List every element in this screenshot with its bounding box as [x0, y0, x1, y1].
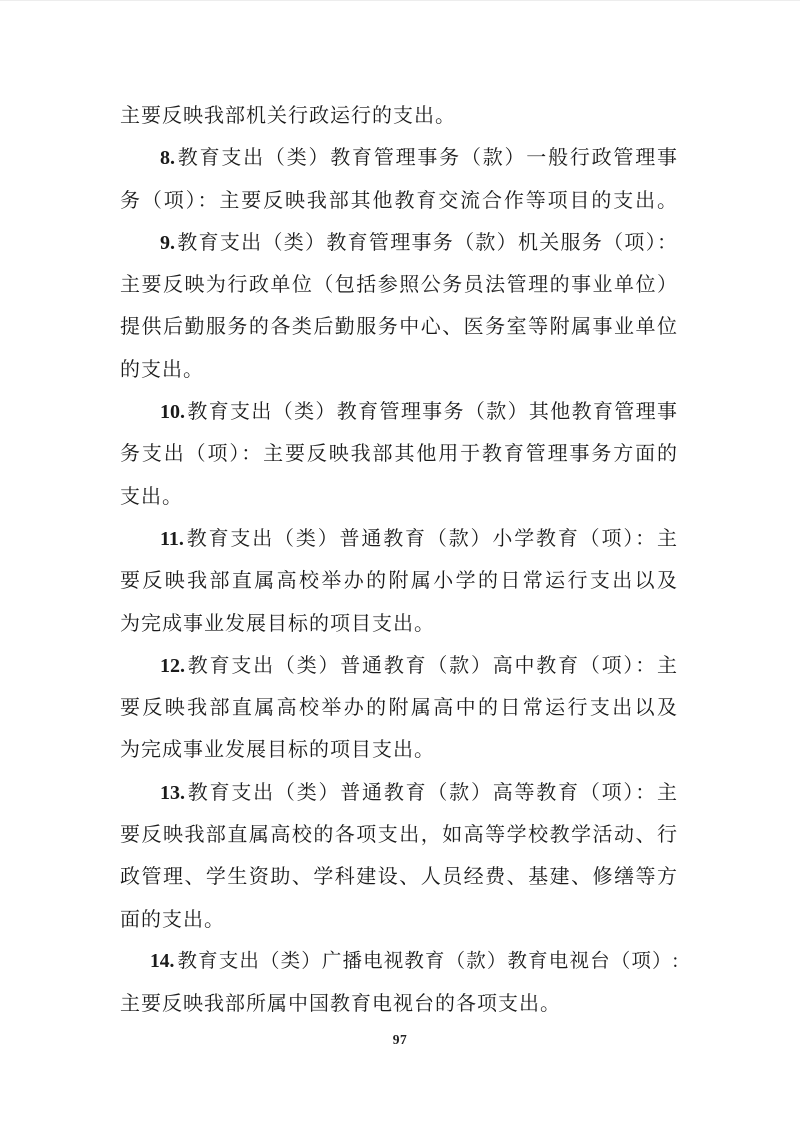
text-line [120, 560, 678, 602]
line-text: 的支出。 [120, 358, 204, 381]
text-line [120, 814, 678, 856]
paragraph-number: 8. [160, 147, 175, 170]
text-line [120, 180, 678, 222]
line-text: 主要反映我部所属中国教育电视台的各项支出。 [120, 993, 561, 1016]
text-line [120, 222, 678, 264]
text-line [120, 941, 678, 983]
text-line [120, 729, 678, 771]
text-line [120, 349, 678, 391]
page-number: 97 [392, 1032, 408, 1047]
line-text: 要反映我部直属高校的各项支出，如高等学校教学活动、行 [120, 824, 678, 847]
line-text: 教育支出（类）普通教育（款）小学教育（项）：主 [185, 527, 678, 550]
text-line [120, 687, 678, 729]
line-text: 主要反映为行政单位（包括参照公务员法管理的事业单位） [120, 274, 678, 297]
paragraph-number: 12. [160, 654, 185, 677]
text-line [120, 95, 678, 137]
line-text: 教育支出（类）普通教育（款）高等教育（项）：主 [187, 781, 678, 804]
line-text: 支出。 [120, 485, 183, 508]
paragraph-number: 10. [160, 401, 185, 424]
paragraph-number: 9. [160, 231, 175, 254]
line-text: 教育支出（类）教育管理事务（款）其他教育管理事 [187, 401, 678, 424]
text-line [120, 433, 678, 475]
line-text: 教育支出（类）教育管理事务（款）机关服务（项）： [177, 231, 678, 254]
line-text: 要反映我部直属高校举办的附属小学的日常运行支出以及 [120, 570, 678, 593]
paragraph-number: 13. [160, 781, 185, 804]
text-line [120, 899, 678, 941]
text-line [120, 476, 678, 518]
line-text: 务支出（项）：主要反映我部其他用于教育管理事务方面的 [120, 443, 678, 466]
line-text: 要反映我部直属高校举办的附属高中的日常运行支出以及 [120, 697, 678, 720]
line-text: 主要反映我部机关行政运行的支出。 [120, 105, 456, 127]
text-line [120, 856, 678, 898]
text-block [120, 95, 678, 1026]
text-line [120, 306, 678, 348]
line-text: 政管理、学生资助、学科建设、人员经费、基建、修缮等方 [120, 866, 678, 889]
line-text: 教育支出（类）教育管理事务（款）一般行政管理事 [177, 147, 678, 170]
text-line [120, 603, 678, 645]
text-line [120, 264, 678, 306]
text-line [120, 983, 678, 1025]
paragraph-number: 11. [160, 527, 184, 550]
line-text: 提供后勤服务的各类后勤服务中心、医务室等附属事业单位 [120, 316, 678, 339]
text-line [120, 772, 678, 814]
text-line [120, 518, 678, 560]
line-text: 为完成事业发展目标的项目支出。 [120, 612, 435, 635]
text-line [120, 391, 678, 433]
text-line [120, 645, 678, 687]
paragraph-number: 14. [150, 950, 175, 972]
line-text: 为完成事业发展目标的项目支出。 [120, 739, 435, 762]
text-line [120, 137, 678, 179]
line-text: 教育支出（类）普通教育（款）高中教育（项）：主 [187, 654, 678, 677]
line-text: 教育支出（类）广播电视教育（款）教育电视台（项）: [176, 950, 678, 972]
line-text: 面的支出。 [120, 908, 225, 931]
line-text: 务（项）：主要反映我部其他教育交流合作等项目的支出。 [120, 189, 678, 212]
